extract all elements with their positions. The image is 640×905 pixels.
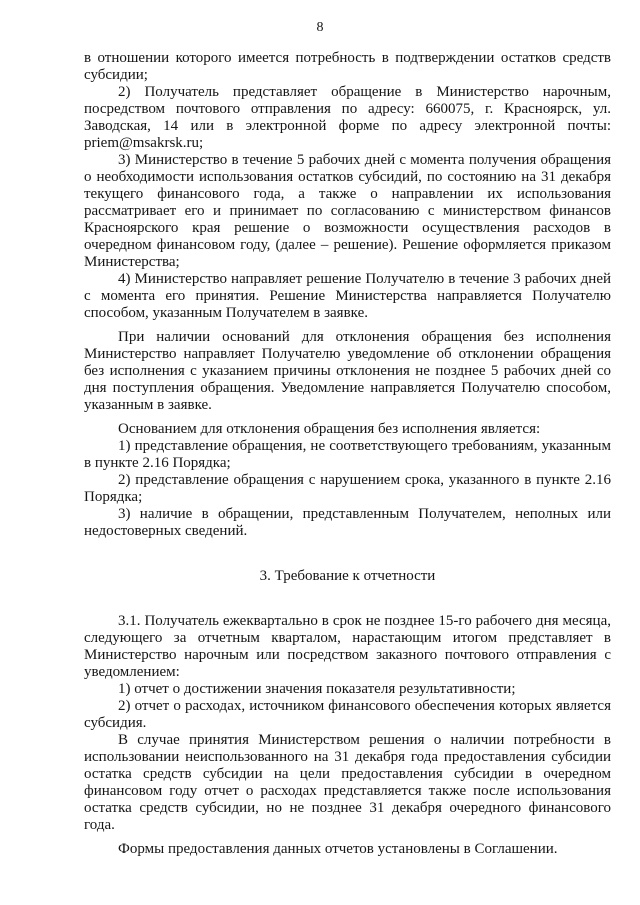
paragraph-report-1: 1) отчет о достижении значения показателя результативности; [118,681,516,697]
section-heading: 3. Требование к отчетности [259,568,436,584]
paragraph-continuation: в отношении которого имеется потребность в подтверждении остатков средств субсидии; [84,50,611,83]
paragraph-item-4: 4) Министерство направляет решение Получателю в течение 3 рабочих дней с момента его принятия. Решение Министерства направляется Получателю способом, указанным Получателем в заявке. [84,271,611,321]
paragraph-report-2: 2) отчет о расходах, источником финансового обеспечения которых является субсидия. [84,698,611,731]
paragraph-item-3: 3) Министерство в течение 5 рабочих дней с момента получения обращения о необходимости использования остатков субсидий, по состоянию на 31 декабря текущего финансового года, а также о направлении их использования рассматривает его и принимает по согласованию с министерством финансов Красноярского края решение о возможности осуществления расходов в очередном финансовом году, (далее – решение). Решение оформляется приказом Министерства; [84,152,611,270]
document-body [84,50,611,858]
paragraph-ground-1: 1) представление обращения, не соответствующего требованиям, указанным в пункте 2.16 Порядка; [84,438,611,471]
paragraph-ground-3: 3) наличие в обращении, представленным Получателем, неполных или недостоверных сведений. [84,506,611,539]
page-number: 8 [316,20,324,35]
paragraph-unused-balance: В случае принятия Министерством решения о наличии потребности в использовании неиспользованного на 31 декабря года предоставления субсидии остатка средств субсидии на цели предоставления субсидии в очередном финансовом году отчет о расходах представляется также после использования остатка средств субсидии, но не позднее 31 декабря очередного финансового года. [84,732,611,833]
paragraph-3-1: 3.1. Получатель ежеквартально в срок не позднее 15-го рабочего дня месяца, следующего за отчетным кварталом, нарастающим итогом представляет в Министерство нарочным или посредством заказного почтового отправления с уведомлением: [84,613,611,680]
paragraph-item-2: 2) Получатель представляет обращение в Министерство нарочным, посредством почтового отправления по адресу: 660075, г. Красноярск, ул. Заводская, 14 или в электронной форме по адресу электронной почты: priem@msakrsk.ru; [84,84,611,151]
paragraph-report-forms: Формы предоставления данных отчетов установлены в Соглашении. [118,841,558,857]
paragraph-rejection-notice: При наличии оснований для отклонения обращения без исполнения Министерство направляет Получателю уведомление об отклонении обращения без исполнения с указанием причины отклонения не позднее 5 рабочих дней со дня поступления обращения. Уведомление направляется Получателю способом, указанным в заявке. [84,329,611,413]
paragraph-rejection-grounds: Основанием для отклонения обращения без исполнения является: [118,421,541,437]
paragraph-ground-2: 2) представление обращения с нарушением срока, указанного в пункте 2.16 Порядка; [84,472,611,505]
